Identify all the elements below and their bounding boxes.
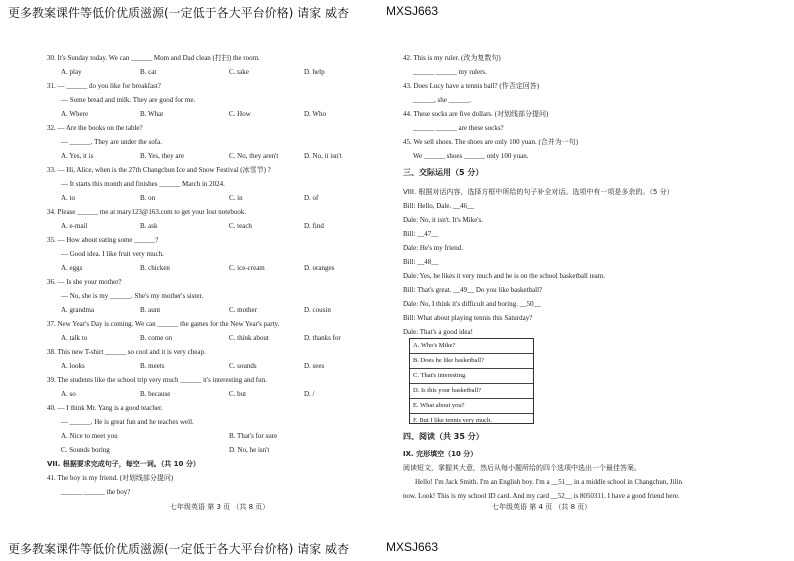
q42-answer-line: ______ ______ my rulers. xyxy=(413,68,487,76)
option-a: A. Yes, it is xyxy=(61,152,94,160)
option-c: C. mother xyxy=(229,306,257,314)
option-c: C. in xyxy=(229,194,243,202)
q35-options xyxy=(61,264,361,273)
option-c: C. think about xyxy=(229,334,269,342)
q31-stem: 31. — ______ do you like for breakfast? xyxy=(47,82,161,90)
option-b: B. because xyxy=(140,390,171,398)
section-viii-heading: VIII. 根据对话内容，选择方框中所给的句子补全对话。选项中有一项是多余的。（5 分） xyxy=(403,188,674,196)
q41-answer-line: ______ ______ the boy? xyxy=(61,488,131,496)
option-d: D. No, he isn't xyxy=(229,446,270,454)
q30-options xyxy=(61,68,361,77)
option-b: B. aunt xyxy=(140,306,161,314)
option-a: A. talk to xyxy=(61,334,88,342)
option-a: A. to xyxy=(61,194,75,202)
passage-line: Hello! I'm Jack Smith. I'm an English boy. I'm a __51__ in a middle school in Changchun, Jilin xyxy=(415,478,682,486)
option-b: B. on xyxy=(140,194,156,202)
option-b: B. come on xyxy=(140,334,173,342)
option-d: D. help xyxy=(304,68,325,76)
q36-stem: 36. — Is she your mother? xyxy=(47,278,122,286)
option-d: D. of xyxy=(304,194,319,202)
banner-text: 更多教案课件等低价优质滋源(一定低于各大平台价格) 请家 威杏 xyxy=(8,6,349,20)
q38-options xyxy=(61,362,361,371)
option-a: A. Nice to meet you xyxy=(61,432,118,440)
option-d: D. Who xyxy=(304,110,327,118)
option-a: A. play xyxy=(61,68,82,76)
q34-stem: 34. Please ______ me at mary123@163.com to get your lost notebook. xyxy=(47,208,247,216)
option-d: D. / xyxy=(304,390,315,398)
q33-answer-line: — It starts this month and finishes ______ March in 2024. xyxy=(61,180,225,188)
option-c: C. teach xyxy=(229,222,252,230)
option-a: A. Where xyxy=(61,110,89,118)
q32-options xyxy=(61,152,361,161)
option-b: B. ask xyxy=(140,222,158,230)
dialog-line: Dale: No, I think it's difficult and boring. __50__ xyxy=(403,300,541,308)
passage-line: now. Look! This is my school ID card. And my card __52__ is 8050311. I have a good friend here. xyxy=(403,492,680,500)
q40-stem: 40. — I think Mr. Yang is a good teacher. xyxy=(47,404,163,412)
q37-options xyxy=(61,334,361,343)
q36-options xyxy=(61,306,361,315)
banner-code: MXSJ663 xyxy=(386,540,439,554)
option-a: A. e-mail xyxy=(61,222,88,230)
option-b: B. That's for sure xyxy=(229,432,278,440)
q31-answer-line: — Some bread and milk. They are good for me. xyxy=(61,96,196,104)
page-3-footer: 七年级英语 第 3 页 （共 8 页） xyxy=(170,503,270,511)
option-b: B. Yes, they are xyxy=(140,152,184,160)
q31-options xyxy=(61,110,361,119)
q45-answer-line: We ______ shoes ______ only 100 yuan. xyxy=(413,152,529,160)
dialog-line: Dale: He's my friend. xyxy=(403,244,463,252)
q40-answer-line: — ______. He is great fun and he teaches well. xyxy=(61,418,194,426)
option-d: D. thanks for xyxy=(304,334,341,342)
option-c: C. ice-cream xyxy=(229,264,265,272)
q30-stem: 30. It's Sunday today. We can ______ Mom and Dad clean (打扫) the room. xyxy=(47,54,260,62)
option-b: B. meets xyxy=(140,362,165,370)
q32-stem: 32. — Are the books on the table? xyxy=(47,124,143,132)
option-d: D. Is this your basketball? xyxy=(410,384,533,399)
option-c: C. but xyxy=(229,390,247,398)
option-c: C. That's interesting. xyxy=(410,369,533,384)
dialog-line: Dale: That's a good idea! xyxy=(403,328,473,336)
q33-stem: 33. — Hi, Alice, when is the 27th Changchun Ice and Snow Festival (冰雪节) ? xyxy=(47,166,271,174)
option-a: A. Who's Mike? xyxy=(410,339,533,354)
option-d: D. No, it isn't xyxy=(304,152,342,160)
q40-options-row1 xyxy=(61,432,361,441)
q40-options-row2 xyxy=(61,446,361,455)
option-b: B. Does he like basketball? xyxy=(410,354,533,369)
option-a: A. so xyxy=(61,390,76,398)
banner-text: 更多教案课件等低价优质滋源(一定低于各大平台价格) 请家 威杏 xyxy=(8,542,349,556)
option-c: C. No, they aren't xyxy=(229,152,279,160)
q43-answer-line: ______, she ______. xyxy=(413,96,472,104)
dialog-line: Dale: No, it isn't. It's Mike's. xyxy=(403,216,484,224)
q44-stem: 44. These socks are five dollars. (对划线部分提问) xyxy=(403,110,549,118)
section-vii-heading: VII. 根据要求完成句子，每空一词。（共 10 分） xyxy=(47,460,200,468)
q43-stem: 43. Does Lucy have a tennis ball? (作否定回答) xyxy=(403,82,540,90)
q45-stem: 45. We sell shoes. The shoes are only 100 yuan. (合并为一句) xyxy=(403,138,579,146)
option-a: A. looks xyxy=(61,362,85,370)
q36-answer-line: — No, she is my ______. She's my mother's sister. xyxy=(61,292,204,300)
option-b: B. cat xyxy=(140,68,157,76)
dialog-line: Bill: __48__ xyxy=(403,258,439,266)
q38-stem: 38. This new T-shirt ______ so cool and it is very cheap. xyxy=(47,348,206,356)
option-d: D. cousin xyxy=(304,306,331,314)
q33-options xyxy=(61,194,361,203)
q35-stem: 35. — How about eating some ______? xyxy=(47,236,159,244)
option-b: B. chicken xyxy=(140,264,170,272)
q39-stem: 39. The students like the school trip very much ______ it's interesting and fun. xyxy=(47,376,267,384)
option-a: A. eggs xyxy=(61,264,83,272)
q41-stem: 41. The boy is my friend. (对划线部分提问) xyxy=(47,474,174,482)
option-c: C. Sounds boring xyxy=(61,446,110,454)
section-ix-heading: IX. 完形填空（10 分） xyxy=(403,450,478,458)
option-d: D. find xyxy=(304,222,324,230)
dialog-line: Dale: Yes, he likes it very much and he is on the school basketball team. xyxy=(403,272,605,280)
page-4-footer: 七年级英语 第 4 页 （共 8 页） xyxy=(492,503,592,511)
section-four-heading: 四、阅读（共 35 分） xyxy=(403,432,484,441)
option-b: B. What xyxy=(140,110,164,118)
dialog-line: Bill: What about playing tennis this Saturday? xyxy=(403,314,533,322)
q34-options xyxy=(61,222,361,231)
option-c: C. How xyxy=(229,110,251,118)
option-d: D. oranges xyxy=(304,264,335,272)
option-c: C. take xyxy=(229,68,249,76)
instruction-text: 阅读短文，掌握其大意，然后从每小题所给的四个选项中选出一个最佳答案。 xyxy=(403,464,641,472)
q37-stem: 37. New Year's Day is coming. We can ______ the games for the New Year's party. xyxy=(47,320,280,328)
option-a: A. grandma xyxy=(61,306,95,314)
section-three-heading: 三、交际运用（5 分） xyxy=(403,168,484,177)
option-c: C. sounds xyxy=(229,362,257,370)
banner-code: MXSJ663 xyxy=(386,4,439,18)
q35-answer-line: — Good idea. I like fruit very much. xyxy=(61,250,164,258)
dialog-line: Bill: That's great. __49__ Do you like basketball? xyxy=(403,286,543,294)
q44-answer-line: ______ ______ are these socks? xyxy=(413,124,504,132)
q42-stem: 42. This is my ruler. (改为复数句) xyxy=(403,54,501,62)
q32-answer-line: — ______. They are under the sofa. xyxy=(61,138,162,146)
option-f: F. But I like tennis very much. xyxy=(413,417,492,424)
dialog-line: Bill: __47__ xyxy=(403,230,439,238)
option-d: D. sees xyxy=(304,362,325,370)
options-box xyxy=(409,338,534,424)
top-banner xyxy=(8,4,439,21)
bottom-banner xyxy=(8,540,439,557)
option-e: E. What about you? xyxy=(410,399,533,414)
q39-options xyxy=(61,390,361,399)
dialog-line: Bill: Hello, Dale. __46__ xyxy=(403,202,474,210)
